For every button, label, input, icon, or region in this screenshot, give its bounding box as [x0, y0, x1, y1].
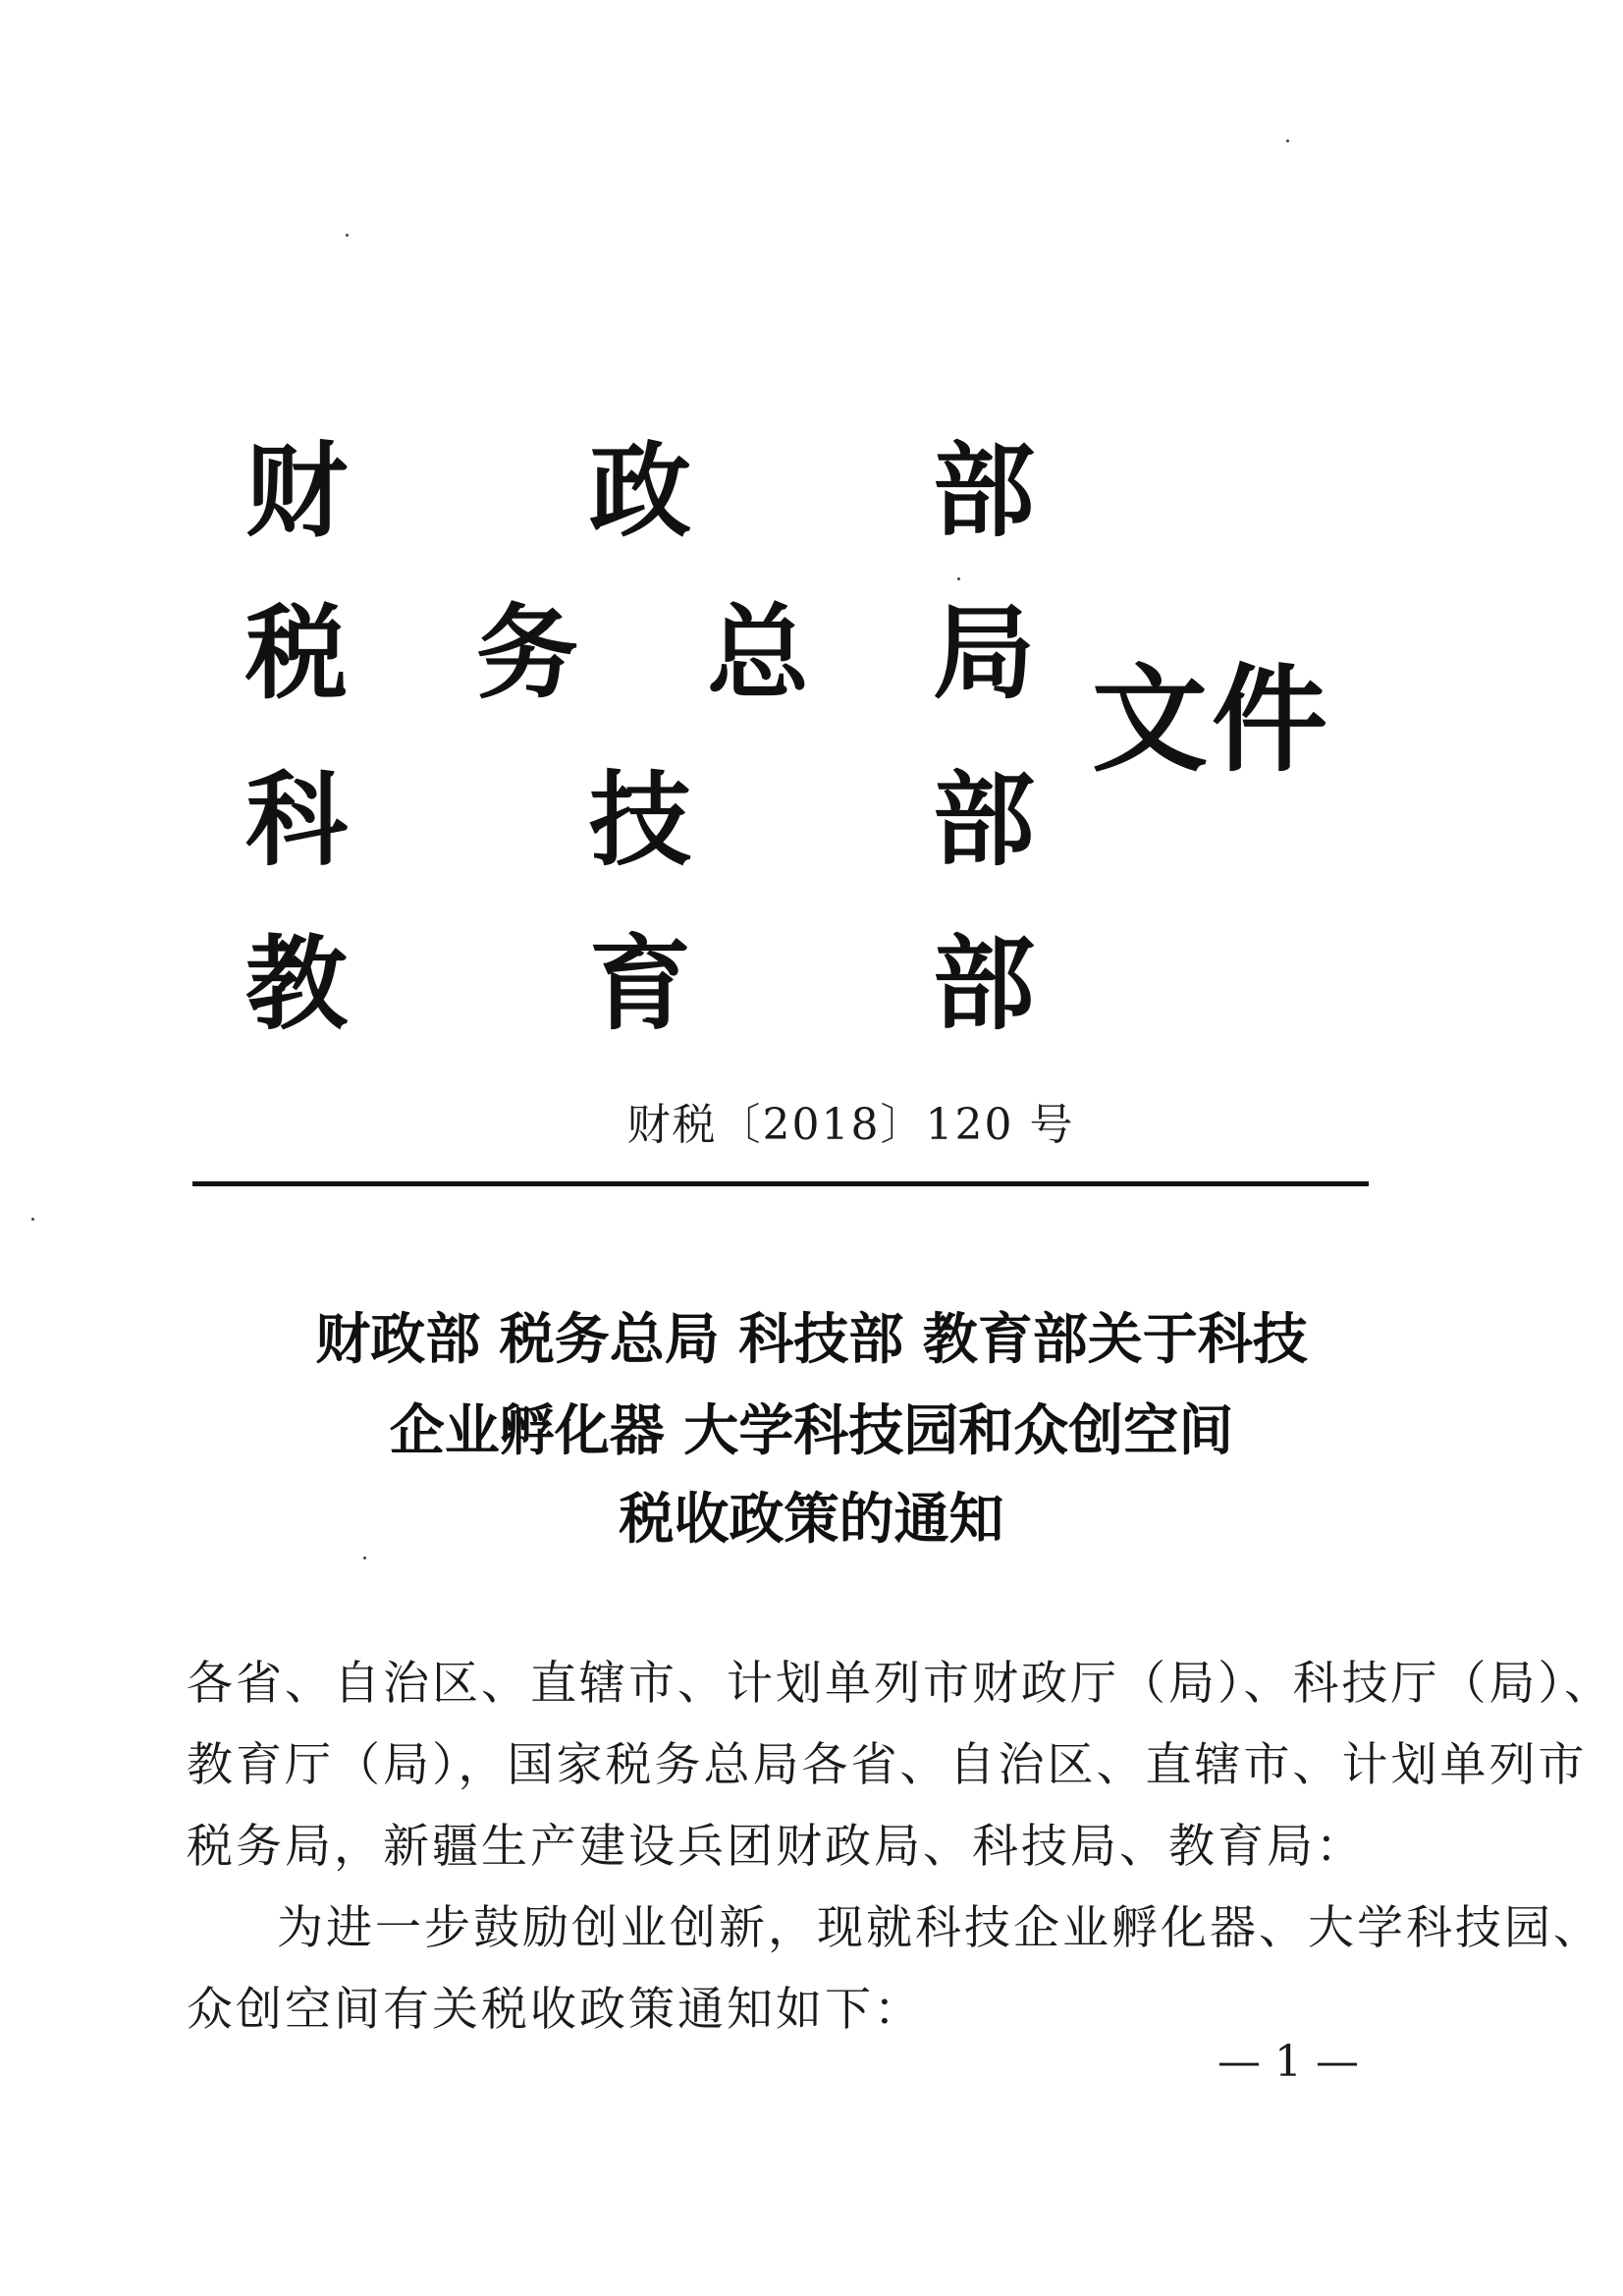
agency-char: 局 [933, 592, 1036, 713]
agency-char: 科 [245, 759, 349, 880]
body-line: 众创空间有关税收政策通知如下： [187, 1983, 923, 2037]
title-line: 税收政策的通知 [619, 1488, 1004, 1552]
agency-char: 部 [933, 430, 1036, 551]
agency-row-education [0, 925, 1080, 1043]
body-line: 税务局，新疆生产建设兵团财政局、科技局、教育局： [187, 1820, 1365, 1874]
scan-speck [346, 234, 349, 237]
agency-char: 总 [707, 592, 810, 713]
agency-row-tax [0, 594, 1080, 712]
body-line: 为进一步鼓励创业创新，现就科技企业孵化器、大学科技园、 [277, 1901, 1602, 1955]
agency-row-finance [0, 432, 1080, 550]
agency-char: 技 [589, 759, 692, 880]
agency-char: 部 [933, 759, 1036, 880]
scan-speck [957, 577, 960, 580]
title-line: 企业孵化器 大学科技园和众创空间 [389, 1399, 1234, 1463]
document-number-text: 财税〔2018〕120 号 [626, 1100, 1075, 1150]
agency-char: 政 [589, 430, 692, 551]
agency-char: 务 [476, 592, 579, 713]
body-line: 各省、自治区、直辖市、计划单列市财政厅（局）、科技厅（局）、 [187, 1657, 1613, 1711]
agency-char: 教 [245, 923, 349, 1044]
header-divider [192, 1181, 1369, 1186]
agency-char: 财 [245, 430, 349, 551]
document-number [0, 1096, 1623, 1155]
page-number: — 1 — [1217, 2037, 1359, 2087]
body-line: 教育厅（局），国家税务总局各省、自治区、直辖市、计划单列市 [187, 1738, 1588, 1792]
agency-char: 育 [589, 923, 692, 1044]
scan-speck [363, 1557, 366, 1559]
scan-speck [31, 1218, 34, 1221]
scan-speck [1286, 139, 1289, 142]
document-label: 文件 [1092, 651, 1332, 788]
agency-char: 部 [933, 923, 1036, 1044]
agency-row-science [0, 761, 1080, 879]
agency-char: 税 [245, 592, 349, 713]
title-line: 财政部 税务总局 科技部 教育部关于科技 [315, 1308, 1308, 1372]
